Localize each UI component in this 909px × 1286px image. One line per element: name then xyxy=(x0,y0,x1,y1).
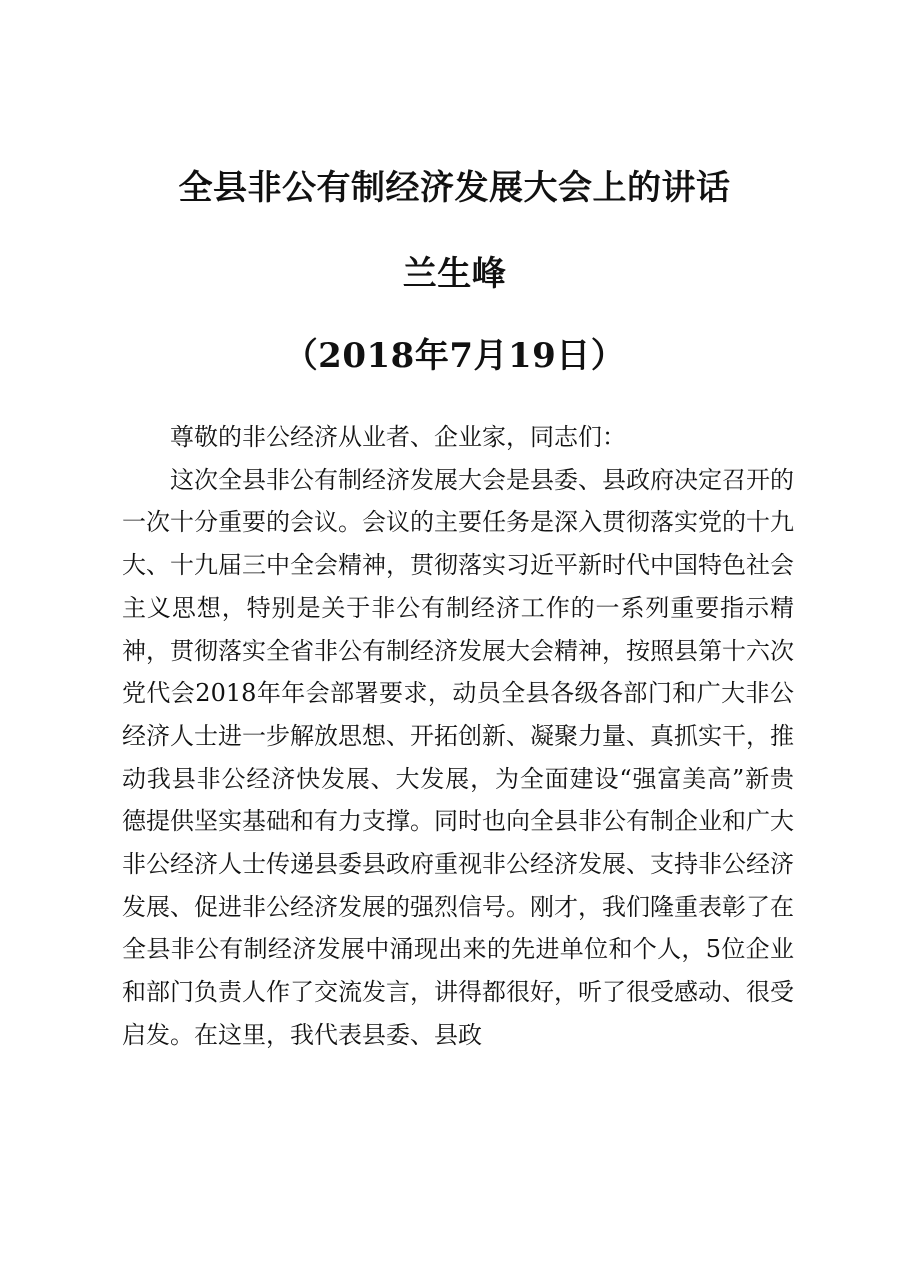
salutation: 尊敬的非公经济从业者、企业家，同志们： xyxy=(170,423,626,451)
document-body xyxy=(122,416,794,1057)
document-title: 全县非公有制经济发展大会上的讲话 xyxy=(178,168,731,208)
body-paragraph: 这次全县非公有制经济发展大会是县委、县政府决定召开的一次十分重要的会议。会议的主要任务是深入贯彻落实党的十九大、十九届三中全会精神，贯彻落实习近平新时代中国特色社会主义思想，特别是关于非公有制经济工作的一系列重要指示精神，贯彻落实全省非公有制经济发展大会精神，按照县第十六次党代会2018年年会部署要求，动员全县各级各部门和广大非公经济人士进一步解放思想、开拓创新、凝聚力量、真抓实干，推动我县非公经济快发展、大发展，为全面建设“强富美高”新贵德提供坚实基础和有力支撑。同时也向全县非公有制企业和广大非公经济人士传递县委县政府重视非公经济发展、支持非公经济发展、促进非公经济发展的强烈信号。刚才，我们隆重表彰了在全县非公有制经济发展中涌现出来的先进单位和个人，5位企业和部门负责人作了交流发言，讲得都很好，听了很受感动、很受启发。在这里，我代表县委、县政 xyxy=(122,465,794,1049)
document-author: 兰生峰 xyxy=(402,254,507,294)
document-date: （2018年7月19日） xyxy=(283,336,626,376)
